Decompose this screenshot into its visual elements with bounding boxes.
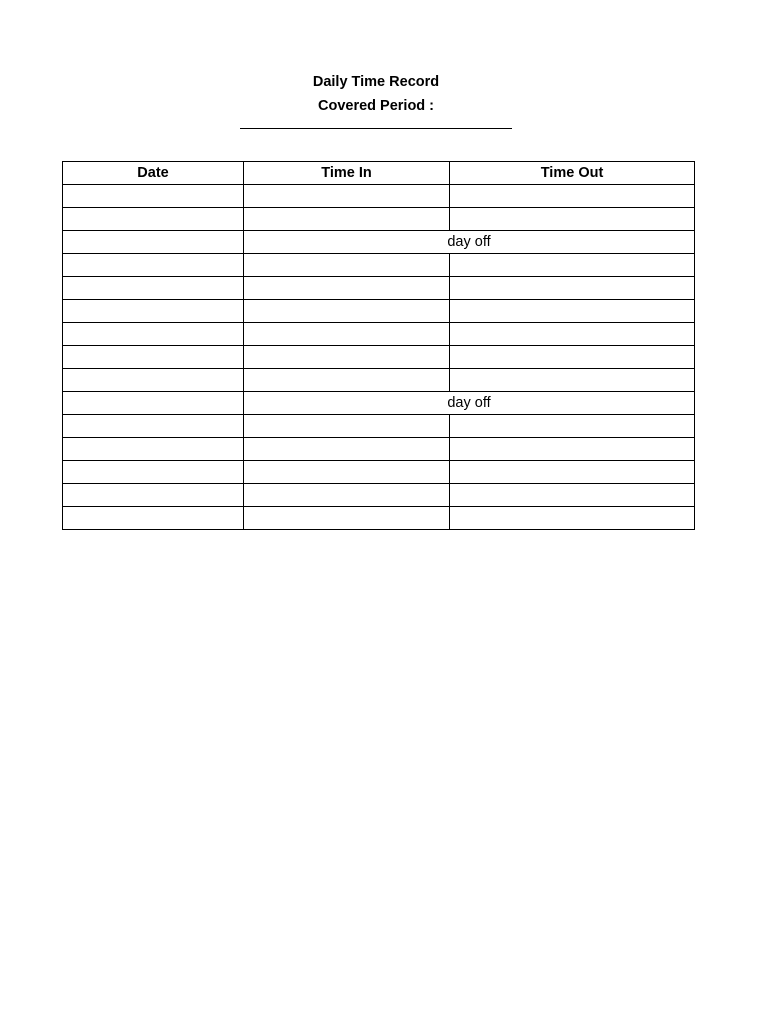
time-record-table [62, 161, 695, 530]
table-row [63, 369, 695, 392]
time-out-cell[interactable] [450, 484, 695, 507]
date-cell[interactable] [63, 484, 244, 507]
time-out-cell[interactable] [450, 369, 695, 392]
time-out-cell[interactable] [450, 323, 695, 346]
time-in-cell[interactable] [244, 438, 450, 461]
document-title: Daily Time Record [312, 74, 440, 90]
date-cell[interactable] [63, 323, 244, 346]
date-cell[interactable] [63, 277, 244, 300]
date-cell[interactable] [63, 254, 244, 277]
time-in-cell[interactable] [244, 277, 450, 300]
time-in-cell[interactable] [244, 461, 450, 484]
table-row [63, 277, 695, 300]
date-cell[interactable] [63, 415, 244, 438]
time-in-cell[interactable] [244, 323, 450, 346]
date-cell[interactable] [63, 369, 244, 392]
time-out-cell[interactable] [450, 185, 695, 208]
time-in-cell[interactable] [244, 208, 450, 231]
time-out-cell[interactable] [450, 438, 695, 461]
date-cell[interactable] [63, 231, 244, 254]
time-in-cell[interactable] [244, 185, 450, 208]
date-cell[interactable] [63, 346, 244, 369]
date-cell[interactable] [63, 507, 244, 530]
table-row [63, 231, 695, 254]
time-out-cell[interactable] [450, 277, 695, 300]
time-in-cell[interactable] [244, 346, 450, 369]
time-in-cell[interactable] [244, 300, 450, 323]
time-out-cell[interactable] [450, 254, 695, 277]
table-row [63, 323, 695, 346]
table-row [63, 346, 695, 369]
time-in-cell[interactable] [244, 415, 450, 438]
time-out-cell[interactable] [450, 300, 695, 323]
date-cell[interactable] [63, 185, 244, 208]
table-row [63, 415, 695, 438]
date-cell[interactable] [63, 300, 244, 323]
table-row [63, 300, 695, 323]
covered-period-label: Covered Period : [317, 98, 435, 114]
table-row [63, 208, 695, 231]
date-cell[interactable] [63, 461, 244, 484]
column-header-time-in: Time In [244, 162, 450, 185]
date-cell[interactable] [63, 392, 244, 415]
time-out-cell[interactable] [450, 461, 695, 484]
date-cell[interactable] [63, 208, 244, 231]
document-header [0, 70, 752, 129]
table-row [63, 392, 695, 415]
day-off-note: day off [244, 231, 695, 254]
time-in-cell[interactable] [244, 484, 450, 507]
time-out-cell[interactable] [450, 208, 695, 231]
time-in-cell[interactable] [244, 254, 450, 277]
day-off-note: day off [244, 392, 695, 415]
time-in-cell[interactable] [244, 507, 450, 530]
time-out-cell[interactable] [450, 415, 695, 438]
time-out-cell[interactable] [450, 507, 695, 530]
date-cell[interactable] [63, 438, 244, 461]
column-header-date: Date [63, 162, 244, 185]
table-row [63, 438, 695, 461]
table-row [63, 461, 695, 484]
table-row [63, 507, 695, 530]
table-body [63, 185, 695, 530]
table-row [63, 254, 695, 277]
covered-period-blank-line [240, 128, 512, 129]
column-header-time-out: Time Out [450, 162, 695, 185]
time-in-cell[interactable] [244, 369, 450, 392]
table-row [63, 484, 695, 507]
table-row [63, 185, 695, 208]
time-out-cell[interactable] [450, 346, 695, 369]
table-header-row [63, 162, 695, 185]
